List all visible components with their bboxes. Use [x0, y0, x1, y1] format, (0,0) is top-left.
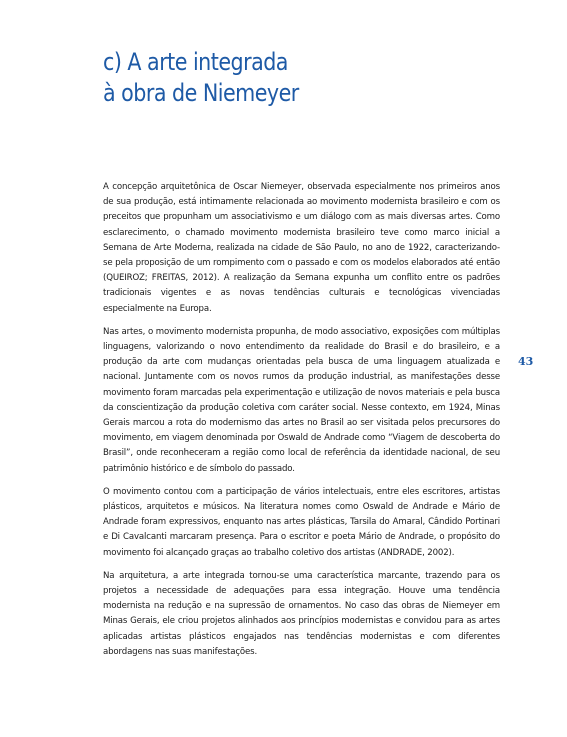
page-title-line-2: à obra de Niemeyer [103, 79, 299, 107]
paragraph: Na arquitetura, a arte integrada tornou-se uma característica marcante, trazendo para os projetos a necessidade de adequações para essa integração. Houve uma tendência modernista na redução e na supressão de ornamentos. No caso das obras de Niemeyer em Minas Gerais, ele criou projetos alinhados aos princípios modernistas e convidou para as artes aplicadas artistas plásticos engajados nas tendências modernistas e com diferentes abordagens nas suas manifestações. [103, 570, 500, 657]
page-title-line-1: c) A arte integrada [103, 48, 288, 76]
page-title [103, 47, 299, 109]
page-number: 43 [518, 355, 534, 368]
paragraph: A concepção arquitetônica de Oscar Niemeyer, observada especialmente nos primeiros anos de sua produção, está intimamente relacionada ao movimento modernista brasileiro e com os preceitos que propunham um associativismo e um diálogo com as mais diversas artes. Como esclarecimento, o chamado movimento modernista brasileiro teve como marco inicial a Semana de Arte Moderna, realizada na cidade de São Paulo, no ano de 1922, caracterizando-se pela proposição de um rompimento com o passado e com os modelos elaborados até então (QUEIROZ; FREITAS, 2012). A realização da Semana expunha um conflito entre os padrões tradicionais vigentes e as novas tendências culturais e tecnológicas vivenciadas especialmente na Europa. [103, 182, 500, 314]
body-text [103, 180, 500, 668]
paragraph: O movimento contou com a participação de vários intelectuais, entre eles escritores, artistas plásticos, arquitetos e músicos. Na literatura nomes como Oswald de Andrade e Mário de Andrade foram expressivos, enquanto nas artes plásticas, Tarsila do Amaral, Cândido Portinari e Di Cavalcanti marcaram presença. Para o escritor e poeta Mário de Andrade, o propósito do movimento foi alcançado graças ao trabalho coletivo dos artistas (ANDRADE, 2002). [103, 486, 500, 558]
paragraph: Nas artes, o movimento modernista propunha, de modo associativo, exposições com múltiplas linguagens, valorizando o novo entendimento da realidade do Brasil e do brasileiro, e a produção da arte com mudanças orientadas pela busca de uma linguagem atualizada e nacional. Juntamente com os novos rumos da produção industrial, as manifestações desse movimento foram marcadas pela experimentação e utilização de novos materiais e pela busca da conscientização da produção coletiva com caráter social. Nesse contexto, em 1924, Minas Gerais marcou a rota do modernismo das artes no Brasil ao ser visitada pelos precursores do movimento, em viagem denominada por Oswald de Andrade como “Viagem de descoberta do Brasil”, onde reconheceram a região como local de referência da identidade nacional, de seu patrimônio histórico e de símbolo do passado. [103, 326, 500, 474]
